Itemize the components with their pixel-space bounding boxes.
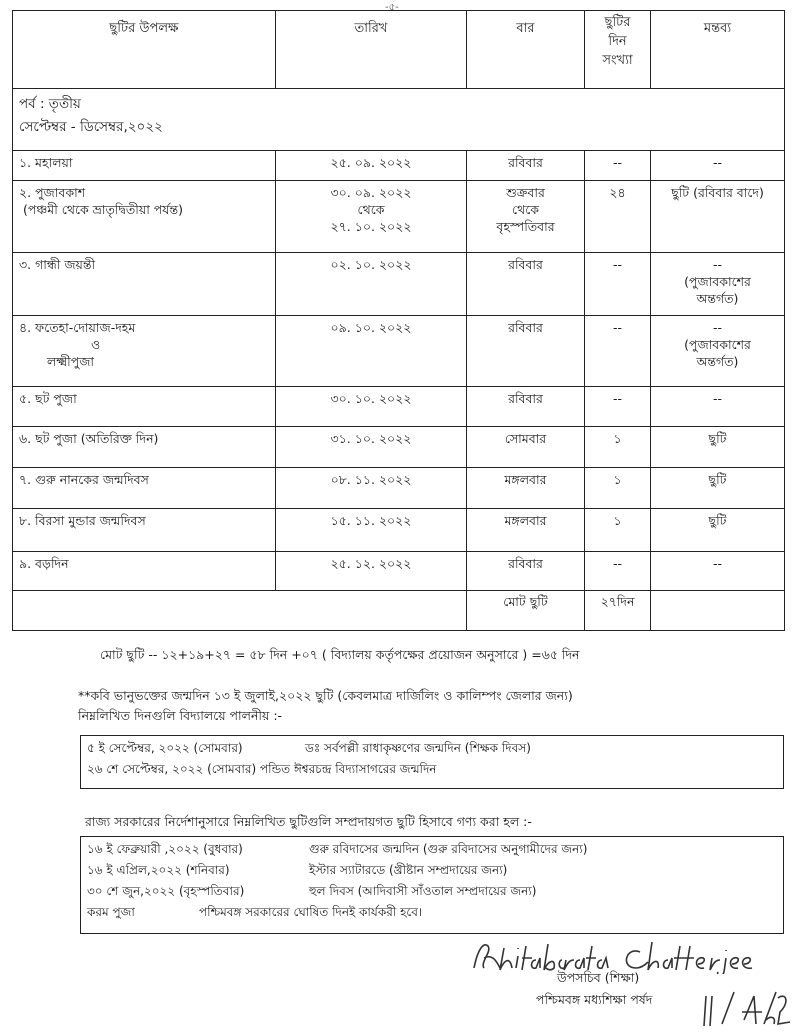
cell-remark-text: ছুটি bbox=[708, 472, 727, 487]
header-remark: মন্তব্য bbox=[651, 11, 785, 89]
cell-date bbox=[276, 387, 467, 427]
note-line-bhanubhakta: **কবি ভানুভক্তের জন্মদিন ১৩ ই জুলাই,২০২২ ছুটি (কেবলমাত্র দার্জিলিং ও কালিম্পং জেলার জন্য) bbox=[78, 688, 573, 703]
cell-count bbox=[585, 509, 651, 552]
table-row bbox=[13, 316, 785, 387]
cell-remark bbox=[651, 427, 785, 468]
cell-occasion-text: ৯. বড়দিন bbox=[19, 556, 69, 571]
cell-date bbox=[276, 253, 467, 316]
cell-date-text: ০৮. ১১. ২০২২ bbox=[330, 472, 412, 487]
cell-remark-text: -- bbox=[712, 556, 723, 571]
note-block bbox=[78, 686, 778, 726]
total-remark-empty bbox=[651, 591, 785, 631]
community-intro: রাজ্য সরকারের নির্দেশানুসারে নিম্নলিখিত ছুটিগুলি সম্প্রদায়গত ছুটি হিসাবে গণ্য করা হল :- bbox=[85, 814, 532, 829]
community-desc: গুরু রবিদাসের জন্মদিন (গুরু রবিদাসের অনুগামীদের জন্য) bbox=[309, 842, 588, 856]
cell-occasion-text: ও bbox=[91, 337, 101, 352]
designation: উপসচিব (শিক্ষা) bbox=[557, 970, 640, 985]
section-heading bbox=[13, 89, 785, 151]
cell-count-text: ১ bbox=[613, 472, 622, 487]
cell-date bbox=[276, 181, 467, 253]
cell-date bbox=[276, 427, 467, 468]
header-count: ছুটির দিন সংখ্যা bbox=[585, 11, 651, 89]
cell-day-text: রবিবার bbox=[508, 155, 543, 170]
cell-occasion bbox=[13, 468, 276, 509]
cell-day-text: রবিবার bbox=[508, 556, 543, 571]
cell-remark-text: -- bbox=[712, 155, 723, 170]
cell-date-text: ২৫. ০৯. ২০২২ bbox=[330, 155, 412, 170]
header-day: বার bbox=[467, 11, 585, 89]
cell-count-text: -- bbox=[612, 320, 623, 335]
cell-date bbox=[276, 509, 467, 552]
cell-day-text: রবিবার bbox=[508, 320, 543, 335]
cell-occasion-text: ২. পুজাবকাশ bbox=[19, 185, 86, 200]
cell-day-text: মঙ্গলবার bbox=[504, 472, 547, 487]
cell-day bbox=[467, 181, 585, 253]
cell-occasion-text: লক্ষ্মীপুজা bbox=[47, 354, 95, 369]
cell-day bbox=[467, 552, 585, 591]
community-date: করম পুজা bbox=[87, 905, 135, 919]
cell-date-text: ০৯. ১০. ২০২২ bbox=[330, 320, 412, 335]
community-row bbox=[87, 860, 777, 881]
table-row bbox=[13, 151, 785, 181]
cell-date-text: ০২. ১০. ২০২২ bbox=[330, 257, 412, 272]
cell-date-text: ৩১. ১০. ২০২২ bbox=[330, 431, 412, 446]
cell-remark bbox=[651, 509, 785, 552]
cell-occasion-text: ১. মহালয়া bbox=[19, 155, 73, 170]
cell-count-text: -- bbox=[612, 155, 623, 170]
total-row bbox=[13, 591, 785, 631]
community-desc: হুল দিবস (আদিবাসী সাঁওতাল সম্প্রদায়ের জন্য) bbox=[309, 884, 537, 898]
cell-day-text: রবিবার bbox=[508, 257, 543, 272]
total-empty bbox=[13, 591, 467, 631]
cell-remark-text: (পুজাবকাশের bbox=[684, 337, 751, 352]
cell-occasion bbox=[13, 509, 276, 552]
cell-date-text: ৩০. ০৯. ২০২২ bbox=[330, 185, 412, 200]
cell-count bbox=[585, 427, 651, 468]
cell-occasion-text: (পঞ্চমী থেকে ভ্রাতৃদ্বিতীয়া পর্যন্ত) bbox=[23, 202, 183, 217]
total-summary: মোট ছুটি -- ১২+১৯+২৭ = ৫৮ দিন +০৭ ( বিদ্যালয় কর্তৃপক্ষের প্রয়োজন অনুসারে ) =৬৫ দিন bbox=[100, 647, 580, 662]
cell-day-text: থেকে bbox=[512, 202, 539, 217]
observance-date: ২৬ শে সেপ্টেম্বর, ২০২২ (সোমবার) bbox=[87, 762, 257, 776]
cell-date-text: ২৫. ১২. ২০২২ bbox=[330, 556, 412, 571]
cell-remark-text: ছুটি bbox=[708, 513, 727, 528]
cell-date bbox=[276, 316, 467, 387]
cell-remark-text: ছুটি bbox=[708, 431, 727, 446]
cell-count bbox=[585, 552, 651, 591]
observance-desc: ডঃ সর্বপল্লী রাধাকৃষ্ণণের জন্মদিন (শিক্ষক দিবস) bbox=[305, 741, 531, 755]
community-date: ১৬ ই ফেব্রুয়ারী ,২০২২ (বুধবার) bbox=[87, 842, 243, 856]
cell-count bbox=[585, 387, 651, 427]
cell-occasion-text: ৩. গান্ধী জয়ন্তী bbox=[19, 257, 96, 272]
header-occasion: ছুটির উপলক্ষ bbox=[13, 11, 276, 89]
cell-remark-text: -- bbox=[712, 391, 723, 406]
cell-date-text: ৩০. ১০. ২০২২ bbox=[330, 391, 412, 406]
cell-day bbox=[467, 468, 585, 509]
cell-date-text: ১৫. ১১. ২০২২ bbox=[330, 513, 412, 528]
cell-occasion-text: ৮. বিরসা মুন্ডার জন্মদিবস bbox=[19, 513, 146, 528]
community-row bbox=[87, 839, 777, 860]
cell-occasion-text: ৭. গুরু নানকের জন্মদিবস bbox=[19, 472, 149, 487]
holiday-table bbox=[12, 10, 785, 631]
cell-day bbox=[467, 427, 585, 468]
cell-remark bbox=[651, 468, 785, 509]
community-row bbox=[87, 902, 777, 923]
cell-remark bbox=[651, 151, 785, 181]
cell-day bbox=[467, 151, 585, 181]
observance-box bbox=[80, 735, 784, 789]
cell-remark-text: ছুটি (রবিবার বাদে) bbox=[671, 185, 764, 200]
cell-occasion bbox=[13, 151, 276, 181]
cell-date bbox=[276, 468, 467, 509]
cell-count bbox=[585, 316, 651, 387]
cell-occasion bbox=[13, 552, 276, 591]
cell-count bbox=[585, 151, 651, 181]
handwritten-date bbox=[700, 990, 792, 1030]
cell-remark bbox=[651, 387, 785, 427]
cell-occasion-text: ৬. ছট পুজা (অতিরিক্ত দিন) bbox=[19, 431, 159, 446]
observance-row bbox=[87, 759, 777, 780]
table-row bbox=[13, 468, 785, 509]
observance-row bbox=[87, 738, 777, 759]
cell-count-text: -- bbox=[612, 391, 623, 406]
cell-count-text: -- bbox=[612, 257, 623, 272]
cell-date bbox=[276, 151, 467, 181]
note-line-observe-intro: নিম্নলিখিত দিনগুলি বিদ্যালয়ে পালনীয় :- bbox=[78, 708, 283, 723]
community-desc: ইস্টার স্যাটারডে (খ্রীষ্টান সম্প্রদায়ের জন্য) bbox=[309, 863, 508, 877]
table-row bbox=[13, 253, 785, 316]
section-range: সেপ্টেম্বর - ডিসেম্বর,২০২২ bbox=[19, 119, 163, 135]
cell-occasion bbox=[13, 253, 276, 316]
cell-occasion bbox=[13, 316, 276, 387]
cell-remark-text: অন্তর্গত) bbox=[696, 354, 739, 369]
table-row bbox=[13, 427, 785, 468]
cell-occasion bbox=[13, 387, 276, 427]
organization: পশ্চিমবঙ্গ মধ্যশিক্ষা পর্ষদ bbox=[536, 992, 653, 1007]
cell-occasion bbox=[13, 427, 276, 468]
table-row bbox=[13, 552, 785, 591]
cell-day-text: শুক্রবার bbox=[506, 185, 545, 200]
cell-occasion-text: ৫. ছট পুজা bbox=[19, 391, 77, 406]
cell-remark bbox=[651, 181, 785, 253]
cell-remark-text: -- bbox=[712, 257, 723, 272]
cell-remark bbox=[651, 316, 785, 387]
cell-count bbox=[585, 253, 651, 316]
header-date: তারিখ bbox=[276, 11, 467, 89]
cell-date bbox=[276, 552, 467, 591]
cell-date-text: ২৭. ১০. ২০২২ bbox=[330, 219, 412, 234]
table-row bbox=[13, 181, 785, 253]
cell-remark bbox=[651, 552, 785, 591]
community-date: ১৬ ই এপ্রিল,২০২২ (শনিবার) bbox=[87, 863, 230, 877]
community-row bbox=[87, 881, 777, 902]
signature bbox=[470, 938, 790, 974]
section-title: পর্ব : তৃতীয় bbox=[19, 96, 81, 112]
cell-count-text: ২৪ bbox=[609, 185, 626, 200]
cell-count bbox=[585, 468, 651, 509]
cell-day bbox=[467, 253, 585, 316]
cell-remark-text: -- bbox=[712, 320, 723, 335]
cell-day-text: রবিবার bbox=[508, 391, 543, 406]
total-label: মোট ছুটি bbox=[467, 591, 585, 631]
table-row bbox=[13, 387, 785, 427]
cell-day bbox=[467, 387, 585, 427]
cell-count-text: ১ bbox=[613, 513, 622, 528]
cell-remark bbox=[651, 253, 785, 316]
cell-remark-text: অন্তর্গত) bbox=[696, 291, 739, 306]
cell-day-text: বৃহস্পতিবার bbox=[496, 219, 555, 234]
cell-remark-text: (পুজাবকাশের bbox=[684, 274, 751, 289]
community-date: ৩০ শে জুন,২০২২ (বৃহস্পতিবার) bbox=[87, 884, 245, 898]
cell-count bbox=[585, 181, 651, 253]
cell-day bbox=[467, 316, 585, 387]
cell-occasion bbox=[13, 181, 276, 253]
cell-day bbox=[467, 509, 585, 552]
cell-occasion-text: ৪. ফতেহা-দোয়াজ-দহম bbox=[19, 320, 136, 335]
cell-day-text: সোমবার bbox=[504, 431, 547, 446]
community-box bbox=[80, 836, 784, 934]
cell-date-text: থেকে bbox=[357, 202, 385, 217]
total-value: ২৭দিন bbox=[585, 591, 651, 631]
cell-count-text: -- bbox=[612, 556, 623, 571]
observance-desc: পন্ডিত ঈশ্বরচন্দ্র বিদ্যাসাগরের জন্মদিন bbox=[259, 762, 437, 776]
observance-date: ৫ ই সেপ্টেম্বর, ২০২২ (সোমবার) bbox=[87, 741, 243, 755]
cell-count-text: ১ bbox=[613, 431, 622, 446]
table-row bbox=[13, 509, 785, 552]
page-number: -৫- bbox=[385, 2, 399, 13]
cell-day-text: মঙ্গলবার bbox=[504, 513, 547, 528]
community-desc: পশ্চিমবঙ্গ সরকারের ঘোষিত দিনই কার্যকরী হবে। bbox=[199, 905, 423, 919]
